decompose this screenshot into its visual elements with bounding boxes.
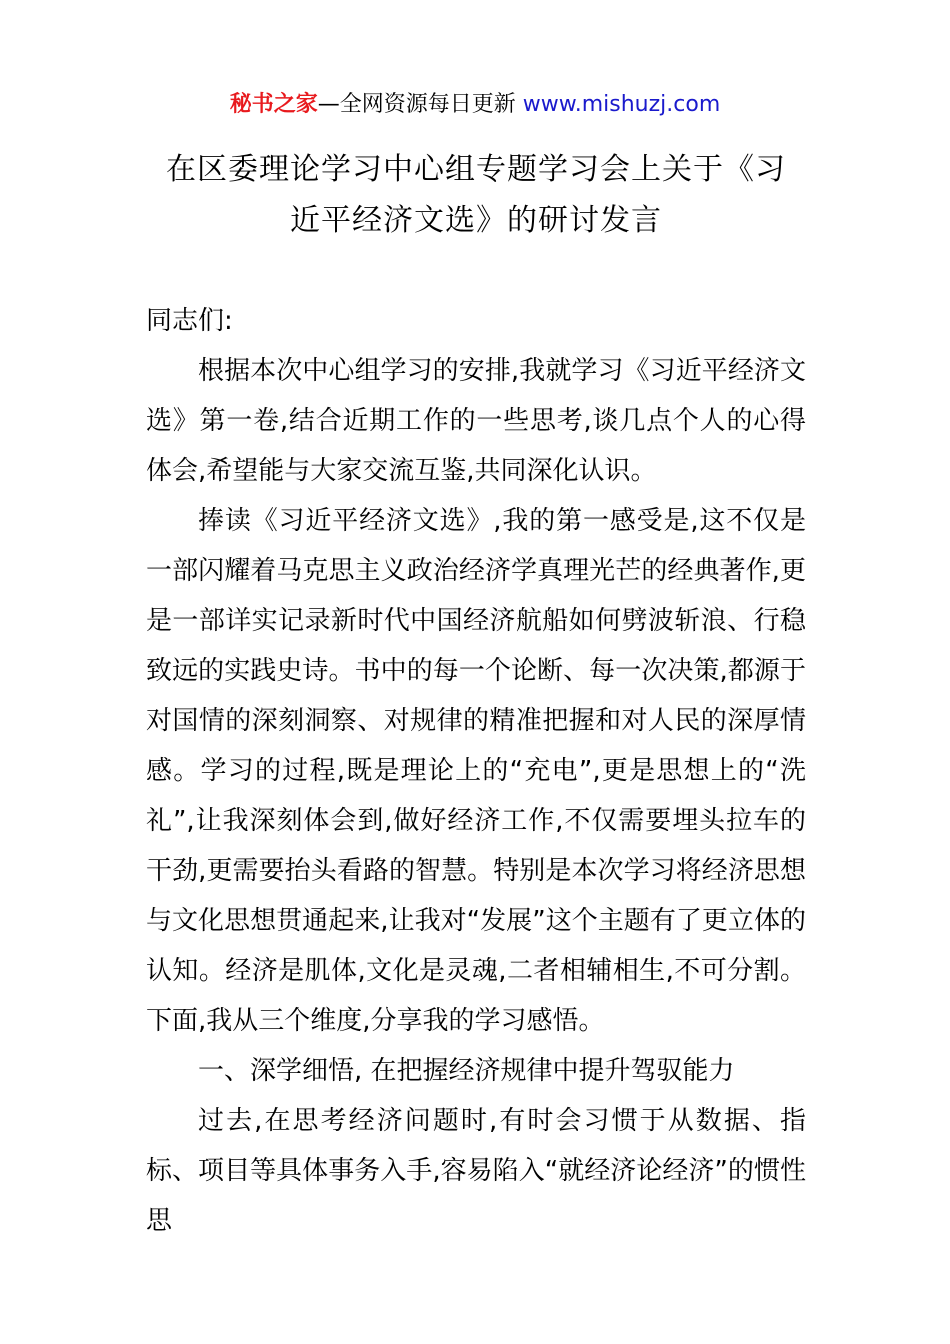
salutation: 同志们: [146, 306, 233, 336]
header-tagline: —全网资源每日更新 [317, 92, 523, 117]
site-url-link[interactable]: www.mishuzj.com [522, 92, 721, 117]
body-paragraph: 根据本次中心组学习的安排,我就学习《习近平经济文选》第一卷,结合近期工作的一些思考,谈几点个人的心得体会,希望能与大家交流互鉴,共同深化认识。 [146, 356, 806, 486]
body-paragraph: 捧读《习近平经济文选》,我的第一感受是,这不仅是一部闪耀着马克思主义政治经济学真理光芒的经典著作,更是一部详实记录新时代中国经济航船如何劈波斩浪、行稳致远的实践史诗。书中的每一个论断、每一次决策,都源于对国情的深刻洞察、对规律的精准把握和对人民的深厚情感。学习的过程,既是理论上的“充电”,更是思想上的“洗礼”,让我深刻体会到,做好经济工作,不仅需要埋头拉车的干劲,更需要抬头看路的智慧。特别是本次学习将经济思想与文化思想贯通起来,让我对“发展”这个主题有了更立体的认知。经济是肌体,文化是灵魂,二者相辅相生,不可分割。下面,我从三个维度,分享我的学习感悟。 [146, 506, 806, 1036]
title-line-2: 近平经济文选》的研讨发言 [290, 203, 662, 238]
brand-name: 秘书之家 [229, 92, 318, 117]
site-header [0, 88, 950, 122]
document-title [146, 144, 806, 246]
title-line-1: 在区委理论学习中心组专题学习会上关于《习 [166, 152, 786, 187]
document-body [146, 296, 806, 1246]
section-paragraph: 过去,在思考经济问题时,有时会习惯于从数据、指标、项目等具体事务入手,容易陷入“就经济论经济”的惯性思 [146, 1106, 806, 1236]
section-heading: 一、深学细悟, 在把握经济规律中提升驾驭能力 [198, 1056, 735, 1086]
